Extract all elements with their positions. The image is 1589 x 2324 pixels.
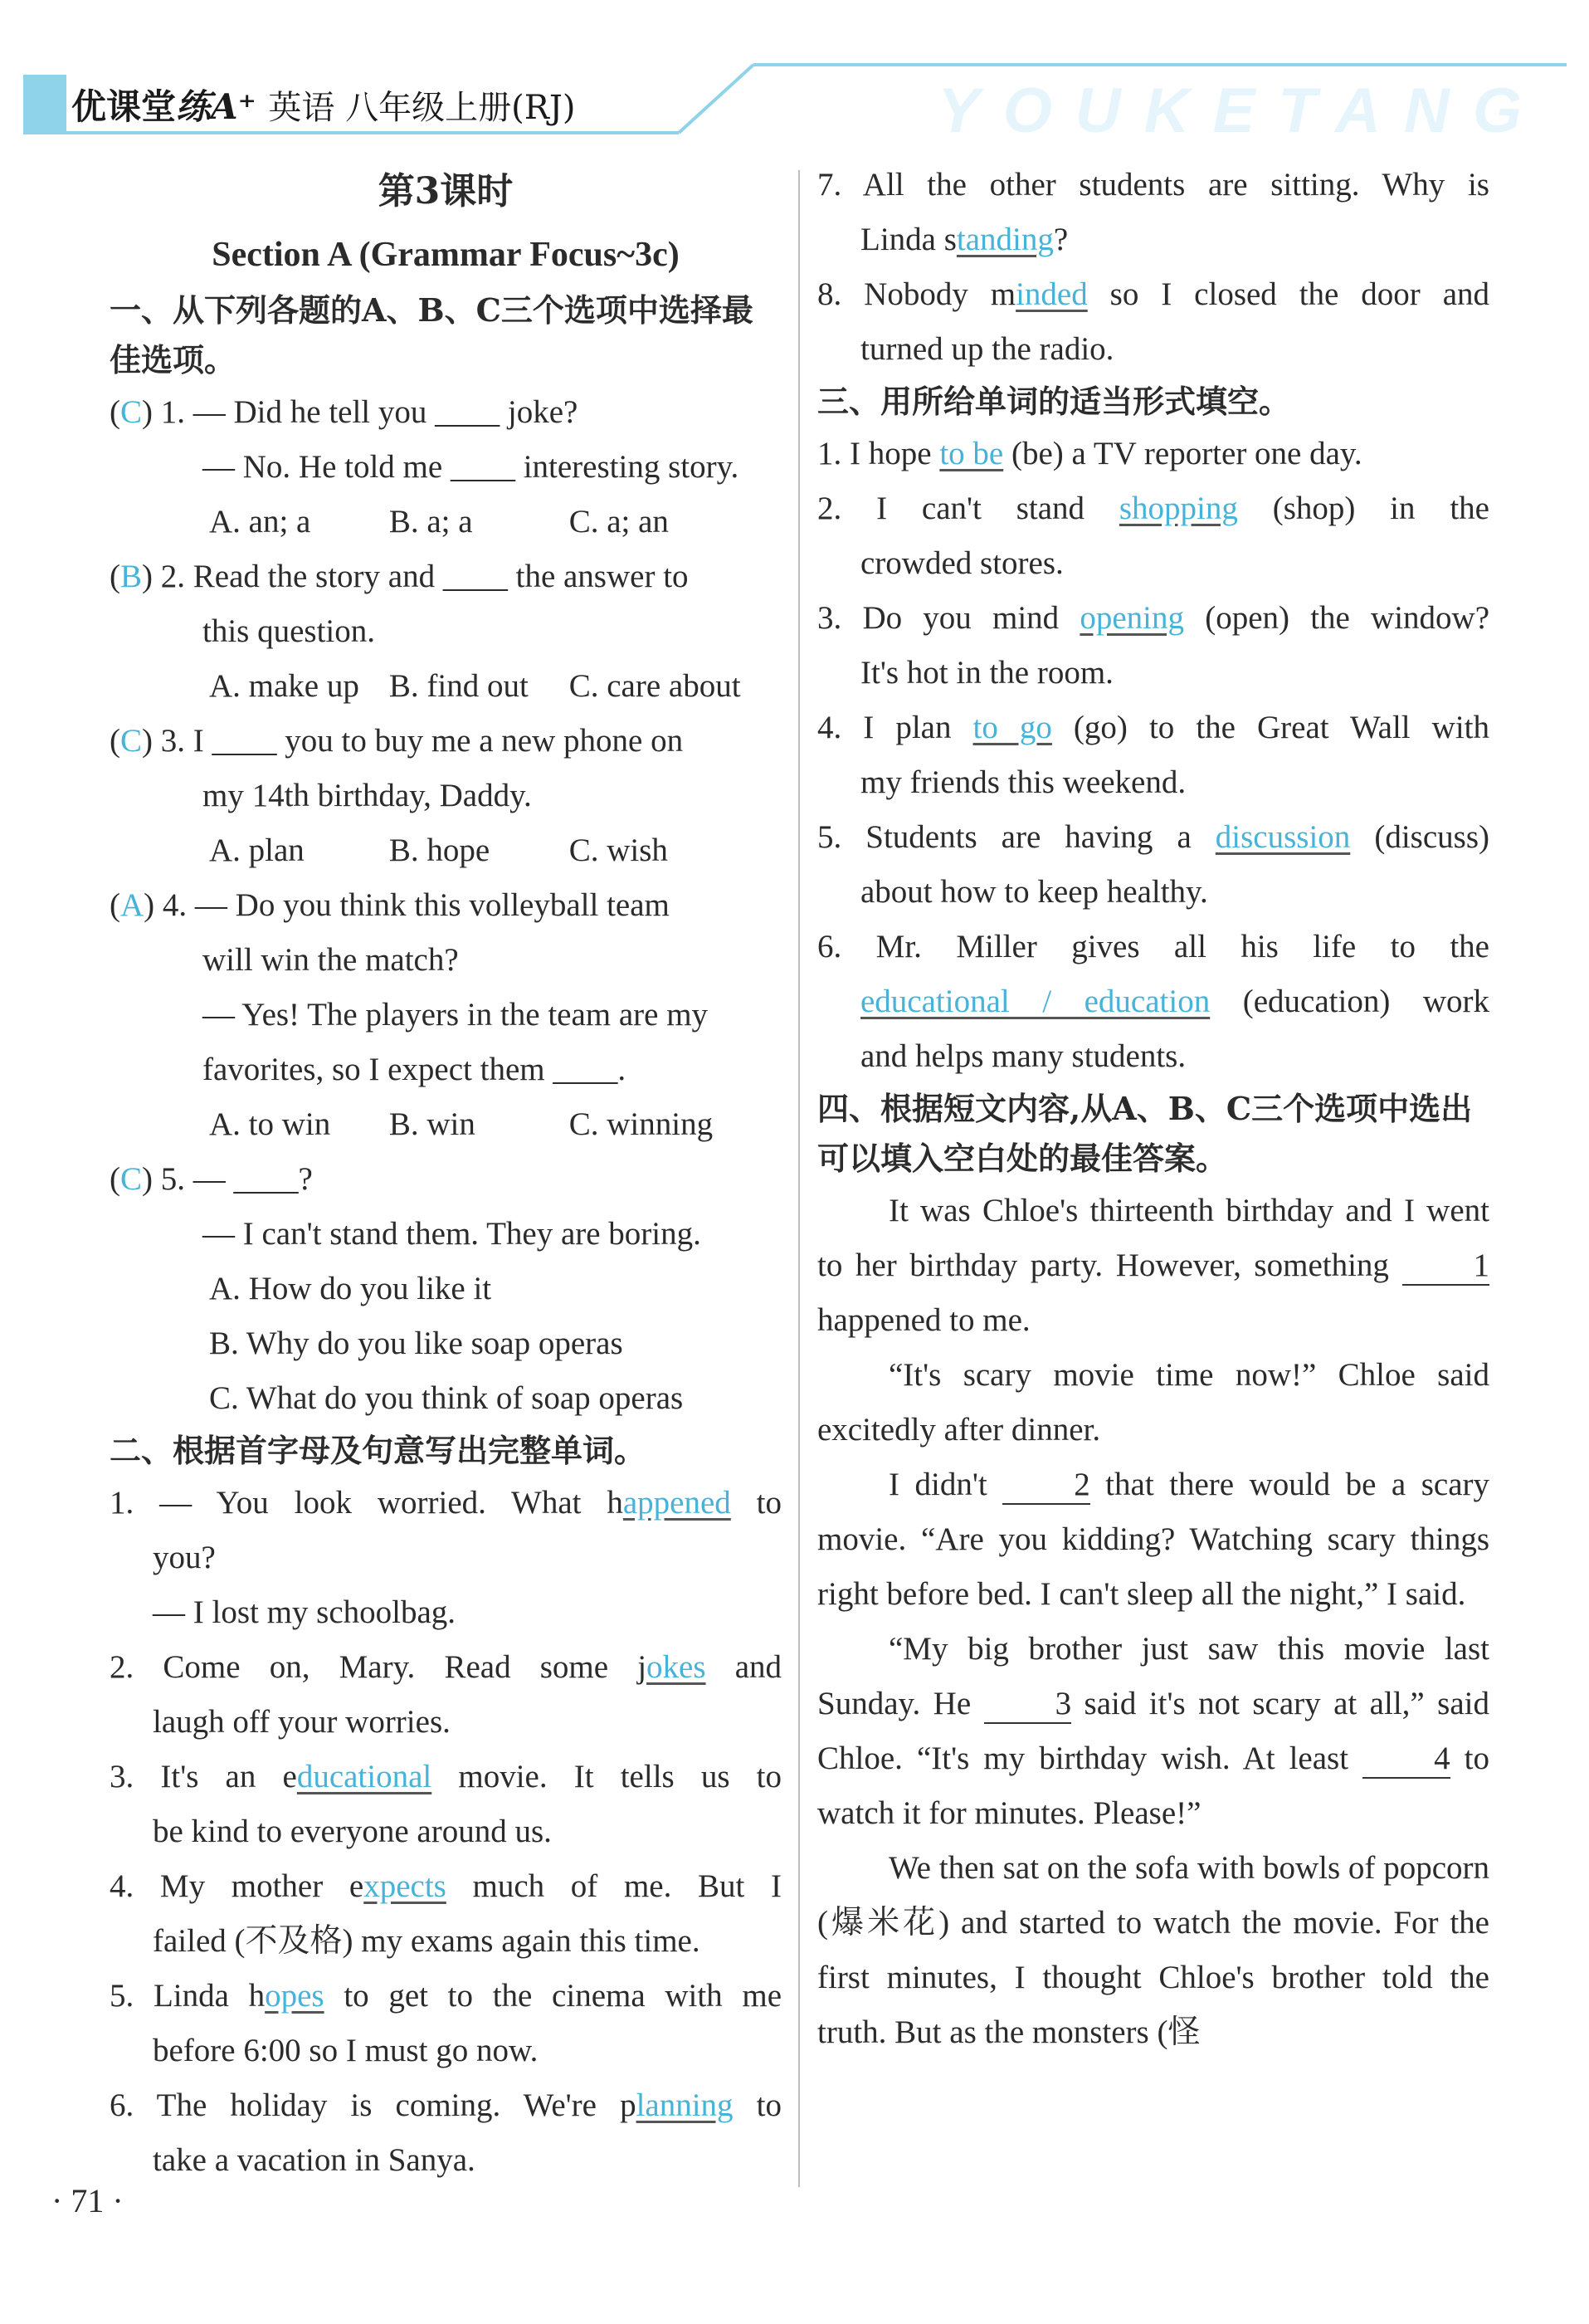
option: C. What do you think of soap operas bbox=[209, 1380, 684, 1416]
paren-close: ) bbox=[142, 394, 161, 430]
answer-fill: discussion bbox=[1215, 819, 1351, 855]
question-number: 4. bbox=[817, 710, 864, 745]
form-question bbox=[817, 810, 1489, 920]
cloze-blank: 2 bbox=[1002, 1467, 1090, 1505]
word-question bbox=[110, 1640, 782, 1750]
question-number: 1. bbox=[817, 436, 850, 471]
question-line: — I lost my schoolbag. bbox=[153, 1594, 456, 1630]
options-row bbox=[110, 495, 782, 549]
question-line bbox=[110, 440, 782, 495]
right-column bbox=[817, 158, 1489, 2060]
form-question bbox=[817, 427, 1489, 481]
question-text: I can't stand bbox=[876, 491, 1119, 526]
word-question bbox=[817, 267, 1489, 377]
passage-text: happened to me. bbox=[817, 1302, 1031, 1338]
answer-fill: educational / education bbox=[860, 984, 1211, 1019]
question-line bbox=[817, 920, 1489, 974]
brand-script: 练 bbox=[176, 86, 212, 127]
question-text: All the other students are sitting. Why is bbox=[862, 167, 1489, 203]
part2-heading: 二、根据首字母及句意写出完整单词。 bbox=[110, 1432, 646, 1469]
question-line: be kind to everyone around us. bbox=[153, 1814, 552, 1849]
mc-question bbox=[110, 385, 782, 549]
question-text: (be) a TV reporter one day. bbox=[1003, 436, 1362, 471]
question-text: Read the story and ____ the answer to bbox=[193, 559, 689, 594]
question-text: (shop) in the bbox=[1237, 491, 1489, 526]
header-rule bbox=[23, 50, 1575, 141]
part2-continued bbox=[817, 158, 1489, 377]
part3-questions bbox=[817, 427, 1489, 1084]
question-number: 2. bbox=[110, 1649, 163, 1685]
part2-questions bbox=[110, 1476, 782, 2188]
question-line bbox=[110, 878, 782, 933]
section-title: Section A (Grammar Focus~3c) bbox=[212, 236, 680, 274]
paren-close: ) bbox=[144, 887, 163, 923]
question-text: — I can't stand them. They are boring. bbox=[202, 1216, 701, 1252]
part1-heading: 一、从下列各题的A、B、C三个选项中选择最佳选项。 bbox=[110, 291, 753, 378]
question-text: — You look worried. What h bbox=[159, 1485, 623, 1521]
header-watermark: YOUKETANG bbox=[938, 76, 1545, 146]
question-text: (discuss) bbox=[1350, 819, 1489, 855]
cloze-blank: 1 bbox=[1402, 1247, 1490, 1286]
answer-fill: ducational bbox=[296, 1759, 432, 1794]
question-text: Linda h bbox=[153, 1978, 266, 2014]
question-text: to get to the cinema with me bbox=[324, 1978, 782, 2014]
question-number: 1. bbox=[160, 394, 193, 430]
options-row bbox=[110, 1097, 782, 1152]
option: C. wish bbox=[568, 832, 668, 868]
column-divider bbox=[798, 170, 800, 2187]
cloze-blank: 3 bbox=[984, 1686, 1072, 1724]
question-line bbox=[110, 385, 782, 440]
question-number: 5. bbox=[160, 1161, 193, 1197]
question-number: 3. bbox=[817, 600, 863, 636]
question-text: — No. He told me ____ interesting story. bbox=[202, 449, 739, 485]
question-number: 5. bbox=[817, 819, 866, 855]
question-line bbox=[817, 212, 1489, 267]
question-line bbox=[110, 2078, 782, 2133]
question-text: ? bbox=[1053, 222, 1069, 257]
question-text: and bbox=[705, 1649, 782, 1685]
question-line bbox=[110, 1152, 782, 1207]
question-number: 2. bbox=[160, 559, 193, 594]
question-text: — ____? bbox=[193, 1161, 313, 1197]
question-text: so I closed the door and bbox=[1087, 276, 1489, 312]
question-line bbox=[110, 1042, 782, 1097]
mc-question bbox=[110, 549, 782, 714]
question-text: Do you mind bbox=[862, 600, 1080, 636]
question-line: before 6:00 so I must go now. bbox=[153, 2033, 539, 2068]
answer-fill: tanding bbox=[956, 222, 1054, 257]
question-number: 4. bbox=[110, 1868, 160, 1904]
paren-open: ( bbox=[110, 559, 120, 594]
question-line bbox=[817, 158, 1489, 212]
question-line bbox=[110, 988, 782, 1042]
question-line bbox=[817, 701, 1489, 755]
question-line: turned up the radio. bbox=[860, 331, 1114, 367]
option: A. make up bbox=[209, 668, 359, 704]
question-text: I ____ you to buy me a new phone on bbox=[193, 723, 684, 759]
question-text: my 14th birthday, Daddy. bbox=[202, 778, 532, 813]
passage-text: “It's scary movie time now!” Chloe said excitedly after dinner. bbox=[817, 1357, 1489, 1448]
answer-fill: lanning bbox=[636, 2087, 734, 2123]
options-row bbox=[110, 823, 782, 878]
brand-name: 优课堂 bbox=[71, 86, 177, 127]
question-line bbox=[110, 933, 782, 988]
question-line: you? bbox=[153, 1540, 216, 1575]
passage-paragraph bbox=[817, 1457, 1489, 1622]
part3-heading: 三、用所给单词的适当形式填空。 bbox=[817, 383, 1291, 420]
word-question bbox=[110, 1969, 782, 2078]
form-question bbox=[817, 591, 1489, 701]
answer-fill: opening bbox=[1080, 600, 1185, 636]
left-column bbox=[110, 158, 782, 2188]
question-line bbox=[110, 604, 782, 659]
question-line bbox=[817, 427, 1489, 481]
word-question bbox=[110, 2078, 782, 2188]
question-text: to bbox=[730, 1485, 782, 1521]
question-line bbox=[817, 810, 1489, 865]
question-line: laugh off your worries. bbox=[153, 1704, 451, 1740]
paren-close: ) bbox=[142, 723, 161, 759]
option: B. Why do you like soap operas bbox=[209, 1326, 623, 1361]
question-text: Come on, Mary. Read some j bbox=[163, 1649, 647, 1685]
question-line: crowded stores. bbox=[860, 545, 1064, 581]
question-line: failed (不及格) my exams again this time. bbox=[153, 1923, 700, 1959]
passage-text: to watch it for minutes. Please!” bbox=[817, 1741, 1489, 1831]
option: C. a; an bbox=[568, 504, 669, 540]
question-text: I plan bbox=[863, 710, 973, 745]
passage-text: that there would be a scary movie. “Are you kidding? Watching scary things right before bed. I can't sleep all the night,” I said. bbox=[817, 1467, 1489, 1612]
passage-paragraph bbox=[817, 1841, 1489, 2060]
question-number: 6. bbox=[110, 2087, 157, 2123]
option: C. winning bbox=[568, 1106, 714, 1142]
paren-open: ( bbox=[110, 394, 120, 430]
question-text: I hope bbox=[850, 436, 940, 471]
mc-question bbox=[110, 714, 782, 878]
page-number: · 71 · bbox=[51, 2182, 124, 2219]
question-line: It's hot in the room. bbox=[860, 655, 1114, 691]
question-line bbox=[817, 267, 1489, 322]
question-text: The holiday is coming. We're p bbox=[156, 2087, 636, 2123]
option: C. care about bbox=[568, 668, 741, 704]
mc-question bbox=[110, 1152, 782, 1426]
question-text: will win the match? bbox=[202, 942, 459, 978]
option: B. win bbox=[388, 1106, 475, 1142]
question-line bbox=[110, 1969, 782, 2024]
passage-paragraph bbox=[817, 1348, 1489, 1457]
answer-letter: C bbox=[120, 723, 143, 759]
question-text: much of me. But I bbox=[446, 1868, 782, 1904]
word-question bbox=[817, 158, 1489, 267]
options-row bbox=[110, 659, 782, 714]
question-number: 8. bbox=[817, 276, 865, 312]
passage-text: We then sat on the sofa with bowls of popcorn (爆米花) and started to watch the movie. For the first minutes, I thought Chloe's brother told the truth. But as the monsters (怪 bbox=[817, 1850, 1489, 2050]
answer-letter: A bbox=[120, 887, 144, 923]
option: B. hope bbox=[388, 832, 490, 868]
question-text: to bbox=[733, 2087, 782, 2123]
subject-label: 英语 八年级上册(RJ) bbox=[268, 89, 576, 127]
paren-open: ( bbox=[110, 723, 120, 759]
question-line bbox=[110, 1859, 782, 1914]
word-question bbox=[110, 1859, 782, 1969]
word-question bbox=[110, 1750, 782, 1859]
form-question bbox=[817, 481, 1489, 591]
question-line bbox=[110, 769, 782, 823]
question-line: and helps many students. bbox=[860, 1038, 1187, 1074]
question-number: 3. bbox=[160, 723, 193, 759]
answer-fill: inded bbox=[1016, 276, 1088, 312]
option: A. an; a bbox=[209, 504, 311, 540]
page-header bbox=[0, 50, 1589, 149]
cloze-blank: 4 bbox=[1362, 1741, 1450, 1779]
paren-close: ) bbox=[142, 559, 161, 594]
paren-close: ) bbox=[142, 1161, 161, 1197]
question-text: Linda s bbox=[860, 222, 957, 257]
question-line bbox=[110, 1476, 782, 1531]
question-line: take a vacation in Sanya. bbox=[153, 2142, 475, 2178]
question-text: — Did he tell you ____ joke? bbox=[193, 394, 578, 430]
answer-fill: okes bbox=[646, 1649, 706, 1685]
passage-paragraph bbox=[817, 1622, 1489, 1841]
passage-text: “My big brother just saw this movie last Sunday. He bbox=[817, 1631, 1489, 1721]
question-text: this question. bbox=[202, 613, 376, 649]
question-line bbox=[817, 481, 1489, 536]
question-number: 1. bbox=[110, 1485, 160, 1521]
question-text: — Yes! The players in the team are my bbox=[202, 997, 709, 1033]
question-text: It's an e bbox=[160, 1759, 297, 1794]
cloze-passage bbox=[817, 1184, 1489, 2060]
brand-mark: A⁺ bbox=[211, 86, 256, 127]
question-text: movie. It tells us to bbox=[431, 1759, 782, 1794]
question-number: 2. bbox=[817, 491, 877, 526]
question-text: My mother e bbox=[159, 1868, 364, 1904]
question-text: — Do you think this volleyball team bbox=[194, 887, 670, 923]
option: A. How do you like it bbox=[209, 1271, 492, 1306]
question-line bbox=[110, 714, 782, 769]
passage-text: I didn't bbox=[889, 1467, 1003, 1502]
question-text: favorites, so I expect them ____. bbox=[202, 1052, 626, 1087]
option: B. a; a bbox=[388, 504, 473, 540]
question-line bbox=[110, 1207, 782, 1262]
paren-open: ( bbox=[110, 887, 120, 923]
question-number: 7. bbox=[817, 167, 863, 203]
question-text: (go) to the Great Wall with bbox=[1051, 710, 1489, 745]
word-question bbox=[110, 1476, 782, 1640]
answer-fill: shopping bbox=[1119, 491, 1238, 526]
question-number: 4. bbox=[162, 887, 195, 923]
lesson-title: 第3课时 bbox=[378, 170, 514, 212]
answer-letter: C bbox=[120, 1161, 143, 1197]
question-number: 5. bbox=[110, 1978, 154, 2014]
passage-text: said it's not scary at all,” said Chloe. “It's my birthday wish. At least bbox=[817, 1686, 1489, 1776]
option: A. plan bbox=[209, 832, 305, 868]
question-line bbox=[817, 591, 1489, 646]
answer-letter: C bbox=[120, 394, 143, 430]
answer-fill: xpects bbox=[363, 1868, 446, 1904]
form-question bbox=[817, 920, 1489, 1084]
answer-fill: to be bbox=[939, 436, 1004, 471]
question-number: 6. bbox=[817, 929, 876, 964]
question-number: 3. bbox=[110, 1759, 161, 1794]
part4-heading: 四、根据短文内容,从A、B、C三个选项中选出可以填入空白处的最佳答案。 bbox=[817, 1090, 1473, 1177]
question-line bbox=[110, 1750, 782, 1804]
part1-questions bbox=[110, 385, 782, 1426]
form-question bbox=[817, 701, 1489, 810]
question-text: Students are having a bbox=[865, 819, 1216, 855]
question-text: (open) the window? bbox=[1184, 600, 1490, 636]
question-line bbox=[110, 1640, 782, 1695]
passage-paragraph bbox=[817, 1184, 1489, 1348]
passage-text: It was Chloe's thirteenth birthday and I went to her birthday party. However, something bbox=[817, 1193, 1489, 1283]
answer-fill: appened bbox=[622, 1485, 731, 1521]
question-text: (education) work bbox=[1210, 984, 1490, 1019]
paren-open: ( bbox=[110, 1161, 120, 1197]
option: B. find out bbox=[388, 668, 529, 704]
mc-question bbox=[110, 878, 782, 1152]
answer-fill: opes bbox=[265, 1978, 324, 2014]
answer-letter: B bbox=[120, 559, 143, 594]
question-text: Nobody m bbox=[864, 276, 1016, 312]
question-line: about how to keep healthy. bbox=[860, 874, 1208, 910]
question-line bbox=[817, 974, 1489, 1029]
option: A. to win bbox=[209, 1106, 331, 1142]
question-line bbox=[110, 549, 782, 604]
question-line: my friends this weekend. bbox=[860, 764, 1187, 800]
question-text: Mr. Miller gives all his life to the bbox=[875, 929, 1489, 964]
answer-fill: to go bbox=[972, 710, 1052, 745]
